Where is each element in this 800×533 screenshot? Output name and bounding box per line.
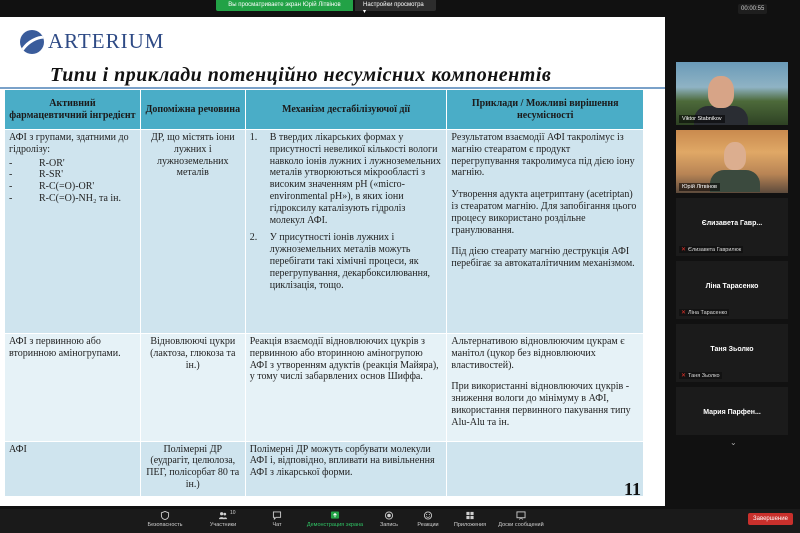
- example-paragraph: Утворення адукта ацетриптану (acetriptan) із стеаратом магнію. Для запобігання цього процесу використано роздільне гранулювання.: [451, 189, 637, 236]
- chat-button[interactable]: Чат: [262, 511, 292, 528]
- participant-face: [708, 76, 734, 108]
- whiteboard-button[interactable]: Доски сообщений: [494, 511, 548, 528]
- example-paragraph: Результатом взаємодії АФІ такролімус із магнію стеаратом є продукт перегрупування такролимуса під дією іону магнію.: [451, 132, 635, 179]
- participant-name-label: ✕ Таня Зьолко: [681, 373, 720, 379]
- cell-mechanism: Полімерні ДР можуть сорбувати молекули АФІ і, відповідно, впливати на вивільнення АФІ з лікарської форми.: [245, 441, 447, 496]
- cell-excipient: ДР, що містять іони лужних і лужноземельних металів: [140, 130, 245, 334]
- example-paragraph: Під дією стеарату магнію деструкція АФІ перебігає за автокаталітичним механізмом.: [451, 246, 635, 270]
- api-intro: АФІ з групами, здатними до гідролізу:: [9, 132, 129, 155]
- cell-excipient: Полімерні ДР (еудрагіт, целюлоза, ПЕГ, полісорбат 80 та ін.): [140, 441, 245, 496]
- share-screen-button[interactable]: Демонстрация экрана: [300, 511, 370, 528]
- logo-mark-icon: [20, 30, 44, 54]
- header-mechanism: Механізм дестабілізуючої дії: [245, 90, 447, 130]
- logo-text: ARTERIUM: [48, 29, 165, 53]
- participant-count: 10: [230, 510, 236, 516]
- cell-api: АФІ з первинною або вторинною аміногрупами.: [5, 334, 141, 442]
- api-group-list: [9, 158, 136, 205]
- cell-examples: [447, 441, 644, 496]
- view-options-label: Настройки просмотра: [363, 2, 424, 8]
- participant-video-tile[interactable]: [676, 130, 788, 193]
- participant-tile[interactable]: [676, 324, 788, 382]
- participant-name-label: ✕ Єлизавета Гаврилюк: [681, 247, 742, 253]
- view-options-button[interactable]: Настройки просмотра ▾: [355, 0, 436, 11]
- participant-video-tile[interactable]: [676, 62, 788, 125]
- example-paragraph: Альтернативою відновлюючим цукрам є манітол (цукор без відновлюючих властивостей).: [451, 336, 625, 371]
- participant-name-label: ✕ Ліна Тарасенко: [681, 310, 728, 316]
- example-paragraph: При використанні відновлюючих цукрів - зниження вологи до мінімуму в АФІ, використання первинного пакування типу Alu-Alu та ін.: [451, 381, 631, 428]
- participants-button[interactable]: Участники 10: [209, 510, 237, 528]
- security-button[interactable]: Безопасность: [140, 511, 190, 528]
- participant-display-name: Єлизавета Гавр...: [701, 220, 763, 227]
- chat-icon: [272, 511, 282, 520]
- cell-examples: [447, 334, 644, 442]
- scroll-down-icon[interactable]: ⌄: [730, 438, 737, 447]
- reactions-button[interactable]: Реакции: [412, 511, 444, 528]
- header-excipient: Допоміжна речовина: [140, 90, 245, 130]
- viewing-indicator: Вы просматриваете экран Юрій Літвінов: [216, 0, 353, 11]
- participant-tile[interactable]: [676, 198, 788, 256]
- company-logo: [20, 29, 164, 54]
- incompatibility-table: [4, 89, 644, 497]
- table-row: [5, 130, 644, 334]
- participant-face: [724, 142, 746, 170]
- cell-mechanism: Реакція взаємодії відновлюючих цукрів з первинною або вторинною аміногрупою АФІ з утворенням адуктів (реакція Майяра), у тому числі забарвлених основ Шиффа.: [245, 334, 447, 442]
- end-meeting-button[interactable]: Завершение: [748, 513, 793, 525]
- meeting-toolbar: [0, 509, 800, 533]
- cell-mechanism: [245, 130, 447, 334]
- participant-display-name: Ліна Тарасенко: [705, 283, 759, 290]
- header-examples: Приклади / Можливі вирішення несумісності: [447, 90, 644, 130]
- list-item: - R-C(=O)-NH₂ та ін.: [9, 192, 122, 204]
- cell-examples: [447, 130, 644, 334]
- participants-icon: [218, 511, 228, 520]
- table-header-row: [5, 90, 644, 130]
- participant-tile[interactable]: [676, 387, 788, 435]
- list-item: - R-OR': [9, 157, 65, 169]
- mic-muted-icon: ✕: [681, 310, 687, 316]
- participant-name: Viktor Stabnikov: [679, 115, 725, 123]
- slide-page-number: 11: [624, 479, 642, 499]
- mic-muted-icon: ✕: [681, 373, 687, 379]
- mechanism-list: [250, 132, 443, 291]
- slide-title: Типи і приклади потенційно несумісних компонентів: [50, 64, 552, 86]
- table-row: [5, 334, 644, 442]
- participant-tile[interactable]: [676, 261, 788, 319]
- apps-button[interactable]: Приложения: [450, 511, 490, 528]
- record-button[interactable]: Запись: [374, 511, 404, 528]
- share-banner: [216, 0, 436, 15]
- participant-name: Юрій Літвінов: [679, 183, 720, 191]
- list-item: 2. У присутності іонів лужних і лужноземельних металів можуть перебігати такі хімічні процеси, як перегрупування, декарбоксилювання, циклізація, тощо.: [249, 232, 431, 291]
- table-row: [5, 441, 644, 496]
- list-item: - R-SR': [9, 169, 64, 181]
- participant-display-name: Мария Парфен...: [703, 409, 761, 416]
- mic-muted-icon: ✕: [681, 247, 687, 253]
- record-icon: [384, 511, 394, 520]
- shared-slide: [0, 17, 665, 506]
- share-screen-icon: [330, 511, 340, 520]
- header-api: Активний фармацевтичний інгредієнт: [5, 90, 141, 130]
- meeting-timer: 00:00:55: [738, 4, 767, 14]
- list-item: - R-C(=O)-OR': [9, 181, 95, 193]
- list-item: 1. В твердих лікарських формах у присутності невеликої кількості вологи навколо іонів лужних і лужноземельних металів утворюються мікрообласті з високим значенням pH («micro-environmental pH»), в яких іони гідроксилу каталізують гідроліз молекул АФІ.: [249, 132, 441, 226]
- cell-excipient: Відновлюючі цукри (лактоза, глюкоза та ін.): [140, 334, 245, 442]
- shield-icon: [160, 511, 170, 520]
- participant-panel: [676, 62, 788, 440]
- reactions-icon: [423, 511, 433, 520]
- cell-api: АФІ: [5, 441, 141, 496]
- whiteboard-icon: [516, 511, 526, 520]
- participant-display-name: Таня Зьолко: [710, 346, 754, 353]
- apps-icon: [465, 511, 475, 520]
- cell-api: [5, 130, 141, 334]
